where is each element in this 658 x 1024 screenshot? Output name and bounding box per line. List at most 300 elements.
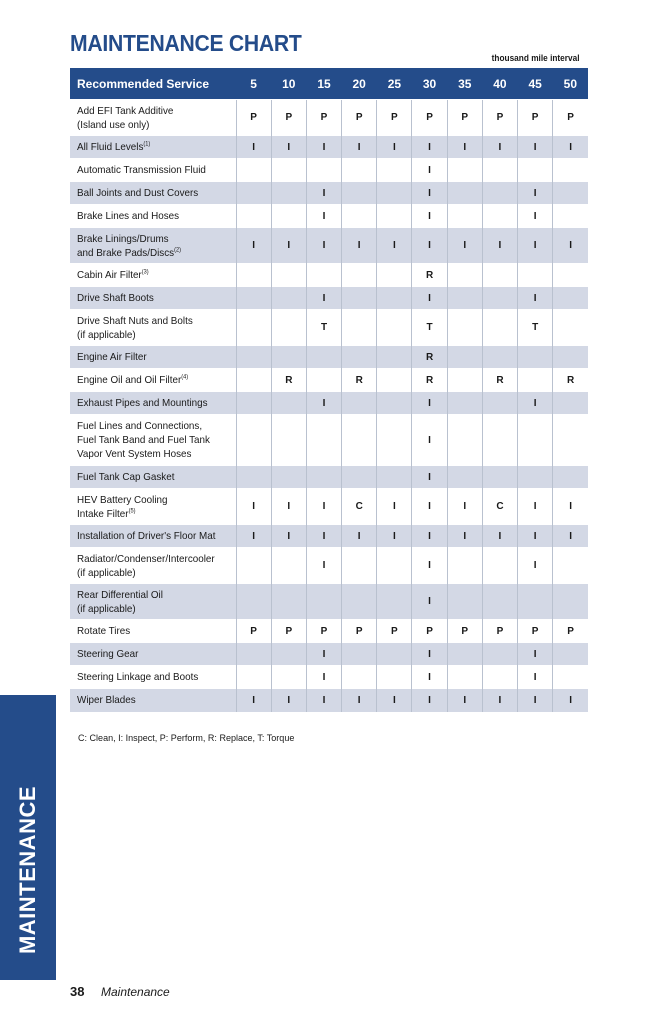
table-header-row <box>70 68 588 100</box>
service-cell: I <box>342 689 377 712</box>
service-cell <box>271 205 306 228</box>
service-line: Radiator/Condenser/Intercooler <box>77 552 215 565</box>
service-cell <box>377 666 412 689</box>
service-cell: I <box>553 228 588 264</box>
service-cell <box>342 287 377 310</box>
service-cell: I <box>377 228 412 264</box>
service-line: Engine Oil and Oil Filter <box>77 374 182 386</box>
service-cell <box>236 666 271 689</box>
service-cell: I <box>412 643 447 666</box>
table-row <box>70 369 588 392</box>
service-line: HEV Battery Cooling <box>77 493 168 506</box>
service-cell <box>271 643 306 666</box>
table-row <box>70 689 588 712</box>
service-cell <box>342 415 377 466</box>
service-cell <box>447 264 482 287</box>
service-cell: I <box>482 525 517 548</box>
service-cell: I <box>412 525 447 548</box>
service-cell: I <box>412 466 447 489</box>
service-cell <box>482 466 517 489</box>
service-cell: I <box>412 182 447 205</box>
service-cell: P <box>271 100 306 136</box>
maintenance-table <box>70 68 588 712</box>
service-name <box>70 264 236 287</box>
service-cell <box>482 584 517 620</box>
service-line: Fuel Tank Cap Gasket <box>77 471 175 483</box>
service-cell: I <box>412 287 447 310</box>
service-cell: I <box>518 689 553 712</box>
service-cell <box>271 392 306 415</box>
service-cell: I <box>518 392 553 415</box>
service-cell: I <box>306 666 341 689</box>
service-cell <box>447 310 482 346</box>
service-line: Installation of Driver's Floor Mat <box>77 530 216 542</box>
service-name <box>70 620 236 643</box>
service-cell: P <box>447 100 482 136</box>
service-cell <box>482 182 517 205</box>
service-cell: I <box>236 525 271 548</box>
service-cell <box>518 369 553 392</box>
service-name <box>70 584 236 620</box>
service-cell <box>447 392 482 415</box>
page-title: MAINTENANCE CHART <box>70 30 302 56</box>
service-line: Fuel Lines and Connections, <box>77 420 203 432</box>
service-cell <box>271 287 306 310</box>
service-line: Wiper Blades <box>77 694 136 707</box>
service-name <box>70 666 236 689</box>
service-cell <box>447 643 482 666</box>
service-cell <box>553 346 588 369</box>
service-cell: I <box>447 525 482 548</box>
service-line: Rotate Tires <box>77 625 131 637</box>
service-cell: I <box>271 136 306 159</box>
service-cell: I <box>412 205 447 228</box>
service-cell: I <box>553 489 588 525</box>
service-cell <box>236 643 271 666</box>
service-cell: I <box>236 489 271 525</box>
service-cell: I <box>377 489 412 525</box>
service-cell <box>342 548 377 584</box>
service-cell <box>518 159 553 182</box>
footnote-ref: (5) <box>128 508 136 514</box>
section-name: Maintenance <box>101 985 170 999</box>
service-cell: T <box>412 310 447 346</box>
service-line: Rear Differential Oil <box>77 588 163 601</box>
service-cell: P <box>236 100 271 136</box>
service-line: (Island use only) <box>77 118 150 131</box>
service-cell <box>447 346 482 369</box>
table-row <box>70 525 588 548</box>
legend: C: Clean, I: Inspect, P: Perform, R: Replace, T: Torque <box>78 733 295 744</box>
service-cell <box>342 264 377 287</box>
table-row <box>70 666 588 689</box>
service-cell <box>482 666 517 689</box>
service-cell <box>377 643 412 666</box>
service-cell <box>377 415 412 466</box>
service-name <box>70 136 236 159</box>
service-name <box>70 287 236 310</box>
service-cell: I <box>306 205 341 228</box>
service-line: Fuel Tank Band and Fuel Tank <box>77 434 210 446</box>
service-cell <box>236 369 271 392</box>
service-cell: I <box>377 689 412 712</box>
service-cell: P <box>447 620 482 643</box>
service-cell: I <box>271 228 306 264</box>
service-line: Brake Lines and Hoses <box>77 210 180 222</box>
service-cell <box>447 205 482 228</box>
interval-header: 50 <box>553 68 588 100</box>
service-cell <box>271 584 306 620</box>
service-cell <box>447 584 482 620</box>
footnote-ref: (2) <box>174 247 182 253</box>
service-cell: I <box>482 228 517 264</box>
service-cell <box>342 310 377 346</box>
service-line-wrap <box>77 246 181 260</box>
service-cell <box>236 548 271 584</box>
interval-header: 40 <box>482 68 517 100</box>
service-name <box>70 346 236 369</box>
table-row <box>70 643 588 666</box>
service-line: Ball Joints and Dust Covers <box>77 187 199 199</box>
service-cell: I <box>447 689 482 712</box>
service-cell <box>306 415 341 466</box>
service-cell: I <box>412 489 447 525</box>
service-cell: I <box>271 525 306 548</box>
service-cell: I <box>518 182 553 205</box>
service-cell <box>306 159 341 182</box>
service-cell: I <box>412 392 447 415</box>
service-cell <box>271 466 306 489</box>
service-line: Steering Linkage and Boots <box>77 671 199 683</box>
service-cell: I <box>306 548 341 584</box>
service-cell <box>482 415 517 466</box>
service-cell <box>271 264 306 287</box>
service-cell <box>342 346 377 369</box>
service-cell: I <box>342 228 377 264</box>
service-cell <box>306 346 341 369</box>
service-cell <box>342 182 377 205</box>
service-cell: P <box>306 100 341 136</box>
service-cell <box>236 287 271 310</box>
service-cell: R <box>412 346 447 369</box>
service-line: Steering Gear <box>77 648 139 660</box>
service-cell <box>482 643 517 666</box>
service-cell: R <box>553 369 588 392</box>
service-cell <box>377 287 412 310</box>
service-line: Vapor Vent System Hoses <box>77 448 192 460</box>
footnote-ref: (4) <box>181 374 189 381</box>
service-cell: I <box>482 689 517 712</box>
table-row <box>70 415 588 466</box>
service-cell: P <box>518 100 553 136</box>
table-row <box>70 205 588 228</box>
service-cell <box>236 205 271 228</box>
service-cell: R <box>342 369 377 392</box>
service-name <box>70 205 236 228</box>
service-cell <box>342 466 377 489</box>
service-name <box>70 369 236 392</box>
table-row <box>70 136 588 159</box>
service-cell: I <box>306 489 341 525</box>
service-cell <box>271 415 306 466</box>
service-cell: I <box>412 666 447 689</box>
service-cell <box>553 643 588 666</box>
service-cell <box>518 264 553 287</box>
service-cell: I <box>236 136 271 159</box>
service-cell <box>518 415 553 466</box>
service-cell <box>236 584 271 620</box>
table-row <box>70 466 588 489</box>
service-cell <box>236 310 271 346</box>
service-cell <box>377 205 412 228</box>
service-cell <box>518 466 553 489</box>
table-row <box>70 310 588 346</box>
service-cell <box>271 182 306 205</box>
service-cell: I <box>412 228 447 264</box>
service-cell <box>342 205 377 228</box>
service-cell <box>342 643 377 666</box>
service-cell <box>482 346 517 369</box>
service-cell: P <box>412 620 447 643</box>
table-row <box>70 159 588 182</box>
service-cell: I <box>518 548 553 584</box>
service-name <box>70 548 236 584</box>
service-cell: P <box>236 620 271 643</box>
service-cell <box>342 392 377 415</box>
footnote-ref: (3) <box>141 269 149 276</box>
table-row <box>70 548 588 584</box>
service-cell <box>482 287 517 310</box>
service-cell: I <box>518 228 553 264</box>
service-cell <box>553 666 588 689</box>
service-cell: I <box>236 228 271 264</box>
service-cell: I <box>271 689 306 712</box>
table-row <box>70 489 588 525</box>
service-name <box>70 525 236 548</box>
service-cell <box>447 466 482 489</box>
interval-header: 25 <box>377 68 412 100</box>
service-cell <box>447 369 482 392</box>
service-cell: I <box>518 136 553 159</box>
service-line: (if applicable) <box>77 602 136 615</box>
service-cell <box>482 392 517 415</box>
service-cell: P <box>377 100 412 136</box>
service-name <box>70 489 236 525</box>
service-cell: I <box>518 525 553 548</box>
service-cell <box>553 415 588 466</box>
service-cell <box>236 392 271 415</box>
service-line-wrap <box>77 268 149 282</box>
service-cell: I <box>482 136 517 159</box>
service-cell: T <box>306 310 341 346</box>
service-cell <box>342 666 377 689</box>
service-line: Drive Shaft Boots <box>77 292 154 304</box>
service-cell <box>377 310 412 346</box>
service-cell <box>271 159 306 182</box>
service-cell: I <box>447 489 482 525</box>
interval-header: 35 <box>447 68 482 100</box>
service-cell <box>447 666 482 689</box>
service-cell <box>482 310 517 346</box>
service-cell: I <box>553 525 588 548</box>
service-line: Automatic Transmission Fluid <box>77 164 206 176</box>
service-cell: I <box>518 287 553 310</box>
interval-header: 15 <box>306 68 341 100</box>
page-number: 38 <box>70 984 85 999</box>
service-cell <box>342 584 377 620</box>
service-name <box>70 159 236 182</box>
service-cell <box>271 548 306 584</box>
service-cell: I <box>306 643 341 666</box>
service-cell <box>553 159 588 182</box>
service-cell: I <box>412 159 447 182</box>
service-cell: I <box>553 689 588 712</box>
service-cell: I <box>553 136 588 159</box>
service-cell <box>236 182 271 205</box>
service-cell <box>553 264 588 287</box>
interval-header: 5 <box>236 68 271 100</box>
service-line: All Fluid Levels <box>77 141 144 153</box>
interval-note: thousand mile interval <box>492 53 580 63</box>
service-cell: I <box>412 136 447 159</box>
service-cell: P <box>412 100 447 136</box>
service-line-wrap <box>77 507 135 521</box>
service-cell: I <box>412 548 447 584</box>
service-cell <box>236 159 271 182</box>
service-cell: P <box>518 620 553 643</box>
service-cell <box>482 264 517 287</box>
service-cell <box>377 584 412 620</box>
service-name <box>70 228 236 264</box>
service-cell: I <box>412 415 447 466</box>
service-cell: T <box>518 310 553 346</box>
service-cell: I <box>306 182 341 205</box>
service-cell <box>553 392 588 415</box>
service-cell: C <box>482 489 517 525</box>
service-cell: I <box>306 136 341 159</box>
service-cell <box>306 264 341 287</box>
table-row <box>70 182 588 205</box>
table-body <box>70 100 588 712</box>
service-cell <box>306 369 341 392</box>
service-cell: I <box>518 489 553 525</box>
service-cell <box>447 159 482 182</box>
service-cell: I <box>342 136 377 159</box>
service-cell: I <box>236 689 271 712</box>
service-line: Cabin Air Filter <box>77 269 142 281</box>
service-cell: I <box>447 228 482 264</box>
service-cell: R <box>412 264 447 287</box>
service-cell: R <box>412 369 447 392</box>
service-cell <box>553 205 588 228</box>
service-name <box>70 310 236 346</box>
service-cell: I <box>306 689 341 712</box>
service-cell <box>306 466 341 489</box>
service-cell <box>447 415 482 466</box>
side-tab-label: MAINTENANCE <box>15 785 40 955</box>
service-cell: P <box>553 620 588 643</box>
service-cell: P <box>482 620 517 643</box>
service-cell: C <box>342 489 377 525</box>
service-name <box>70 100 236 136</box>
service-cell: R <box>482 369 517 392</box>
table-row <box>70 264 588 287</box>
service-line-wrap <box>77 373 188 387</box>
service-cell <box>447 548 482 584</box>
service-cell <box>377 548 412 584</box>
service-cell <box>377 466 412 489</box>
service-cell: I <box>377 136 412 159</box>
service-cell <box>482 205 517 228</box>
service-line: Add EFI Tank Additive <box>77 104 174 117</box>
service-cell: P <box>306 620 341 643</box>
service-cell: I <box>271 489 306 525</box>
service-cell <box>377 369 412 392</box>
service-cell <box>236 466 271 489</box>
service-name <box>70 415 236 466</box>
service-line: Drive Shaft Nuts and Bolts <box>77 314 193 327</box>
service-cell: I <box>412 689 447 712</box>
service-cell <box>377 346 412 369</box>
service-cell: I <box>518 643 553 666</box>
service-cell <box>306 584 341 620</box>
service-cell <box>447 287 482 310</box>
service-line-wrap <box>77 140 150 154</box>
service-cell: I <box>518 205 553 228</box>
service-cell <box>236 346 271 369</box>
service-line: Intake Filter <box>77 507 129 520</box>
service-cell <box>377 182 412 205</box>
service-cell <box>553 466 588 489</box>
service-cell <box>518 346 553 369</box>
service-name <box>70 466 236 489</box>
service-cell <box>518 584 553 620</box>
service-cell <box>447 182 482 205</box>
service-line: and Brake Pads/Discs <box>77 246 175 259</box>
service-cell: P <box>553 100 588 136</box>
service-cell: I <box>377 525 412 548</box>
service-cell: I <box>306 392 341 415</box>
table-row <box>70 287 588 310</box>
service-cell <box>377 392 412 415</box>
service-line: Engine Air Filter <box>77 351 147 363</box>
service-name <box>70 392 236 415</box>
service-cell <box>377 264 412 287</box>
service-cell <box>482 159 517 182</box>
table-row <box>70 228 588 264</box>
service-column-header: Recommended Service <box>70 68 236 100</box>
service-name <box>70 182 236 205</box>
interval-header: 30 <box>412 68 447 100</box>
service-cell <box>553 548 588 584</box>
service-cell <box>236 415 271 466</box>
service-cell <box>271 310 306 346</box>
table-row <box>70 392 588 415</box>
table-row <box>70 346 588 369</box>
service-cell: P <box>342 620 377 643</box>
service-cell <box>553 287 588 310</box>
service-cell <box>553 584 588 620</box>
service-cell <box>271 666 306 689</box>
table-row <box>70 100 588 136</box>
service-cell <box>553 182 588 205</box>
service-cell <box>482 548 517 584</box>
table-row <box>70 620 588 643</box>
interval-header: 20 <box>342 68 377 100</box>
service-cell <box>553 310 588 346</box>
interval-header: 45 <box>518 68 553 100</box>
service-line: Exhaust Pipes and Mountings <box>77 397 208 409</box>
